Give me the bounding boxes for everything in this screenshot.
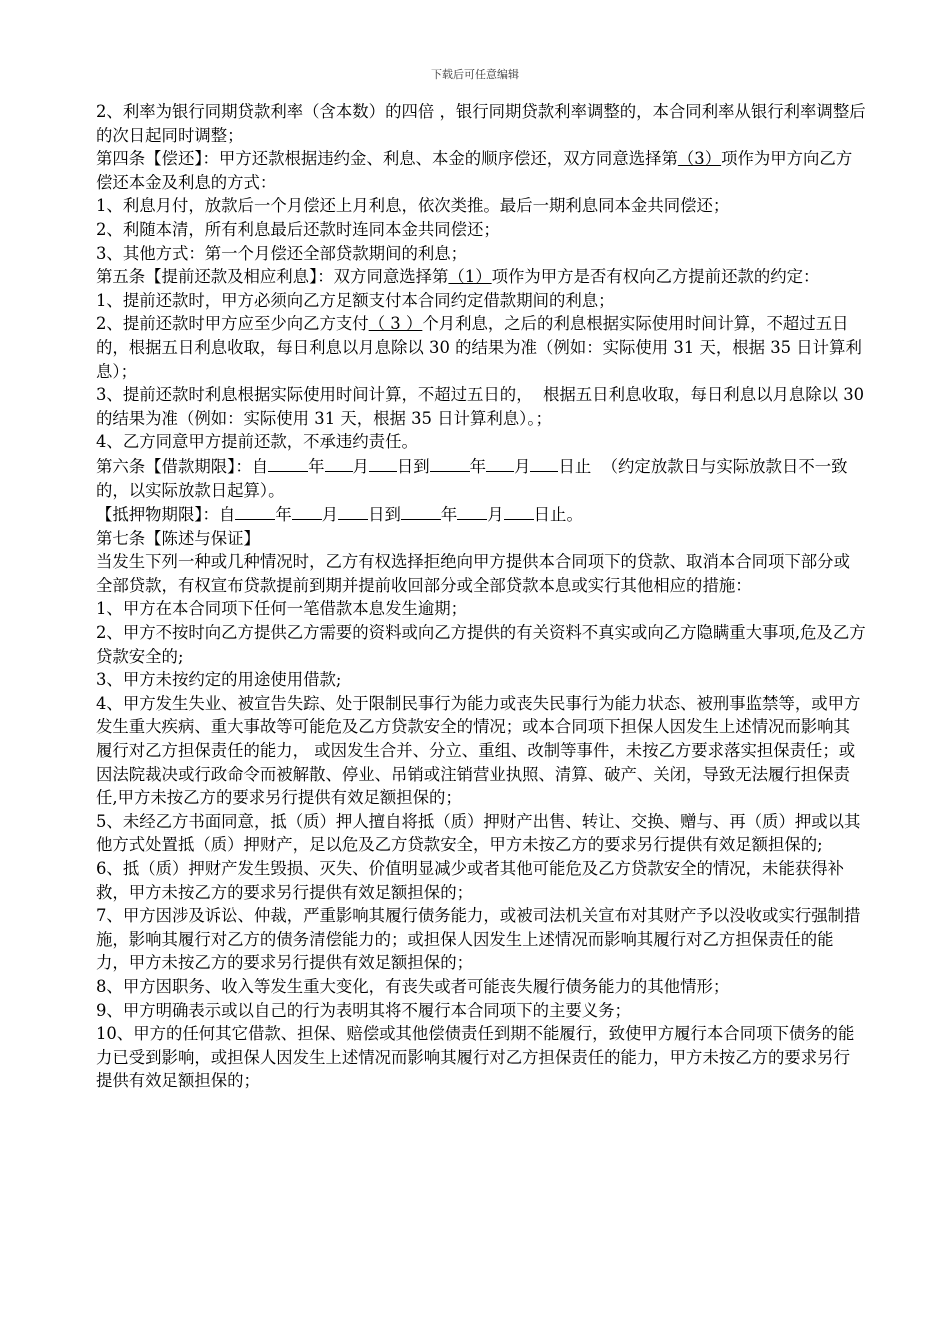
day-to-label: 日到 [368, 505, 401, 525]
month-label: 月 [352, 456, 369, 476]
collateral-end-day-blank [504, 502, 534, 520]
article-6-loan-term [96, 454, 866, 502]
article-5-item-2 [96, 312, 866, 383]
article-7-item-9: 9、甲方明确表示或以自己的行为表明其将不履行本合同项下的主要义务； [96, 1000, 631, 1020]
year-label: 年 [469, 456, 487, 476]
article-5-item-4: 4、乙方同意甲方提前还款，不承违约责任。 [96, 432, 418, 452]
start-month-blank [325, 454, 353, 472]
article-7-intro: 当发生下列一种或几种情况时，乙方有权选择拒绝向甲方提供本合同项下的贷款、取消本合同项下部分或全部贷款，有权宣布贷款提前到期并提前收回部分或全部贷款本息或实行其他相应的措施： [96, 552, 850, 595]
collateral-start-month-blank [292, 502, 322, 520]
end-day-blank [530, 454, 558, 472]
article-5-text-pre: 第五条【提前还款及相应利息】：双方同意选择第 [96, 267, 449, 287]
document-body [96, 100, 870, 1093]
article-7-item-5: 5、未经乙方书面同意，抵（质）押人擅自将抵（质）押财产出售、转让、交换、赠与、再（质）押或以其他方式处置抵（质）押财产，足以危及乙方贷款安全，甲方未按乙方的要求另行提供有效足额担保的; [96, 811, 861, 855]
day-end-label: 日止 [558, 456, 592, 476]
end-month-blank [486, 454, 514, 472]
article-4-item-1: 1、利息月付，放款后一个月偿还上月利息，依次类推。最后一期利息同本金共同偿还； [96, 196, 730, 216]
article-7-item-3: 3、甲方未按约定的用途使用借款; [96, 670, 342, 690]
article-7-item-1: 1、甲方在本合同项下任何一笔借款本息发生逾期； [96, 599, 468, 619]
interest-rate-clause: 2、利率为银行同期贷款利率（含本数）的四倍 ，银行同期贷款利率调整的，本合同利率从银行利率调整后的次日起同时调整； [96, 102, 866, 145]
year-label: 年 [275, 505, 292, 525]
article-5-item-3: 3、提前还款时利息根据实际使用时间计算，不超过五日的， 根据五日利息收取，每日利息以月息除以 30 的结果为准（例如：实际使用 31 天，根据 35 日计算利息）。； [96, 385, 870, 428]
collateral-end-label: 日止。 [533, 505, 583, 525]
start-year-blank [268, 454, 308, 472]
start-day-blank [369, 454, 397, 472]
article-6-label: 第六条【借款期限】：自 [96, 456, 269, 476]
day-to-label: 日到 [396, 456, 430, 476]
article-7-heading: 第七条【陈述与保证】 [96, 528, 260, 548]
article-5-choice: （1） [448, 267, 492, 287]
article-4-text-pre: 第四条【偿还】：甲方还款根据违约金、利息、本金的顺序偿还，双方同意选择第 [96, 149, 678, 169]
article-5-item-2-post: 个月利息，之后的利息根据实际使用时间计算，不超过五日的，根据五日利息收取，每日利息以月息除以 30 的结果为准（例如：实际使用 31 天，根据 35 日计算利息）； [96, 314, 862, 381]
month-label: 月 [514, 456, 531, 476]
article-6-note: （约定放款日与实际放款日不一致的，以实际放款日起算）。 [96, 456, 848, 500]
article-7-item-4: 4、甲方发生失业、被宣告失踪、处于限制民事行为能力或丧失民事行为能力状态、被刑事监禁等，或甲方发生重大疾病、重大事故等可能危及乙方贷款安全的情况；或本合同项下担保人因发生上述情况而影响其履行对乙方担保责任的能力， 或因发生合并、分立、重组、改制等事件，未按乙方要求落实担保责任；或因法院裁决或行政命令而被解散、停业、吊销或注销营业执照、清算、破产、关闭，导致无法履行担保责任,甲方未按乙方的要求另行提供有效足额担保的； [96, 693, 861, 808]
collateral-start-year-blank [235, 502, 275, 520]
article-5-item-1: 1、提前还款时，甲方必须向乙方足额支付本合同约定借款期间的利息； [96, 290, 615, 310]
collateral-term [96, 502, 866, 527]
article-7-item-6: 6、抵（质）押财产发生毁损、灭失、价值明显减少或者其他可能危及乙方贷款安全的情况，未能获得补救，甲方未按乙方的要求另行提供有效足额担保的； [96, 859, 845, 902]
collateral-end-year-blank [401, 502, 441, 520]
month-label: 月 [321, 505, 339, 525]
article-4-item-2: 2、利随本清，所有利息最后还款时连同本金共同偿还； [96, 219, 500, 239]
collateral-end-month-blank [457, 502, 487, 520]
article-7-item-10: 10、甲方的任何其它借款、担保、赔偿或其他偿债责任到期不能履行，致使甲方履行本合同项下债务的能力已受到影响，或担保人因发生上述情况而影响其履行对乙方担保责任的能力，甲方未按乙方的要求另行提供有效足额担保的； [96, 1024, 855, 1091]
article-7-item-2: 2、甲方不按时向乙方提供乙方需要的资料或向乙方提供的有关资料不真实或向乙方隐瞒重大事项,危及乙方贷款安全的; [96, 623, 866, 666]
article-4-item-3: 3、其他方式：第一个月偿还全部贷款期间的利息； [96, 243, 468, 263]
article-5-text-post: 项作为甲方是否有权向乙方提前还款的约定： [491, 267, 820, 287]
year-label: 年 [440, 505, 458, 525]
article-4-heading [96, 147, 866, 194]
article-5-heading [96, 265, 866, 289]
article-5-item-2-pre: 2、提前还款时甲方应至少向乙方支付 [96, 314, 369, 334]
article-4-text-post: 项作为甲方向乙方偿还本金及利息的方式： [96, 149, 853, 192]
month-label: 月 [487, 505, 504, 525]
article-7-item-8: 8、甲方因职务、收入等发生重大变化，有丧失或者可能丧失履行债务能力的其他情形； [96, 976, 730, 996]
collateral-start-day-blank [338, 502, 368, 520]
page-header: 下载后可任意编辑 [431, 68, 519, 81]
collateral-label: 【抵押物期限】：自 [96, 505, 236, 525]
article-4-choice: （3） [677, 149, 722, 169]
article-7-item-7: 7、甲方因涉及诉讼、仲裁，严重影响其履行债务能力，或被司法机关宣布对其财产予以没收或实行强制措施，影响其履行对乙方的债务清偿能力的；或担保人因发生上述情况而影响其履行对乙方担保责任的能力，甲方未按乙方的要求另行提供有效足额担保的； [96, 906, 861, 973]
end-year-blank [430, 454, 470, 472]
article-5-item-2-choice: （ 3 ） [368, 314, 423, 334]
year-label: 年 [308, 456, 325, 476]
